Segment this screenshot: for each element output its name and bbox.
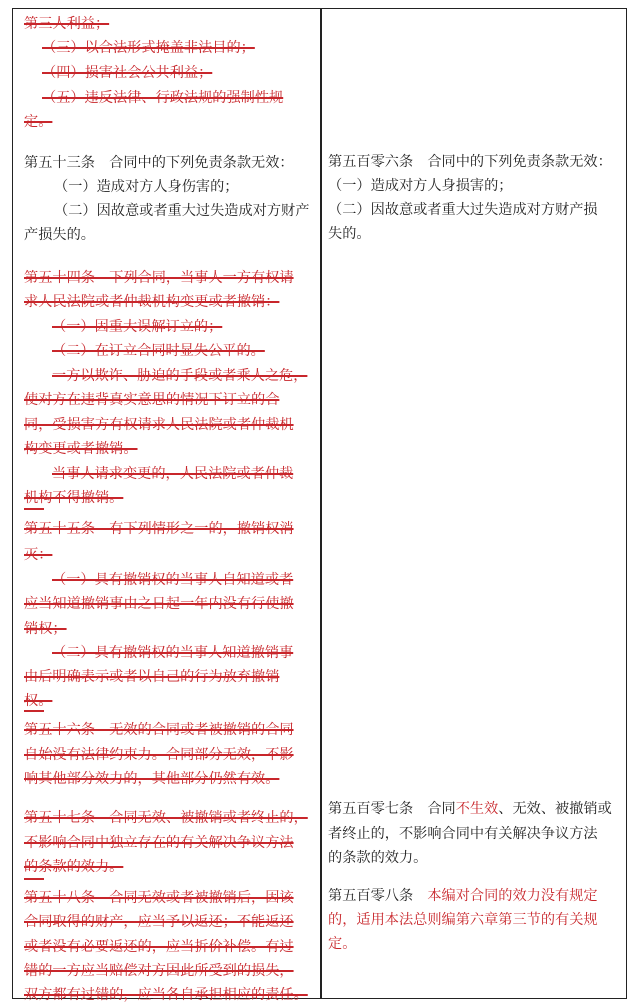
article-507-text: 第五百零七条 合同 (328, 801, 456, 817)
article-506-item: 失的。 (328, 226, 371, 242)
article-54-line: （一）因重大误解订立的； (52, 319, 223, 335)
article-506-item: （二）因故意或者重大过失造成对方财产损 (328, 202, 598, 218)
added-text: 本编对合同的效力没有规定 (427, 888, 598, 904)
article-508-line: 的，适用本法总则编第六章第三节的有关规 (328, 912, 598, 928)
article-53-title: 第五十三条 合同中的下列免责条款无效： (24, 155, 294, 171)
deletion-marker (24, 710, 44, 712)
article-55-line: 由后明确表示或者以自己的行为放弃撤销 (24, 669, 280, 685)
article-507-text: 、无效、被撤销或 (498, 801, 612, 817)
article-508-text: 第五百零八条 (328, 888, 428, 904)
article-58-line: 第五十八条 合同无效或者被撤销后，因该 (24, 890, 294, 906)
article-57-line: 不影响合同中独立存在的有关解决争议方法 (24, 835, 294, 851)
article-508-line (328, 884, 598, 908)
deletion-marker (24, 508, 44, 510)
deleted-line: 第三人利益； (24, 16, 110, 32)
article-56-line: 自始没有法律约束力。合同部分无效，不影 (24, 747, 294, 763)
article-54-line: 同，受损害方有权请求人民法院或者仲裁机 (24, 417, 294, 433)
article-54-line: 使对方在违背真实意思的情况下订立的合 (24, 392, 280, 408)
article-54-line: 当事人请求变更的，人民法院或者仲裁 (52, 466, 294, 482)
article-507-line: 的条款的效力。 (328, 850, 428, 866)
article-55-line: （一）具有撤销权的当事人自知道或者 (52, 572, 294, 588)
deleted-line: （五）违反法律、行政法规的强制性规 (42, 90, 284, 106)
article-58-line: 双方都有过错的，应当各自承担相应的责任。 (24, 987, 308, 1003)
article-54-line: 机构不得撤销。 (24, 490, 124, 506)
article-57-line: 的条款的效力。 (24, 859, 124, 875)
article-55-line: 灭： (24, 547, 53, 563)
deleted-line: 定。 (24, 114, 53, 130)
article-55-line: 销权； (24, 621, 67, 637)
article-56-line: 第五十六条 无效的合同或者被撤销的合同 (24, 722, 294, 738)
article-54-line: 一方以欺诈、胁迫的手段或者乘人之危， (52, 368, 308, 384)
column-divider (320, 9, 322, 998)
added-text: 不生效 (455, 801, 499, 817)
article-55-line: 第五十五条 有下列情形之一的，撤销权消 (24, 521, 294, 537)
article-56-line: 响其他部分效力的，其他部分仍然有效。 (24, 771, 280, 787)
article-55-line: （二）具有撤销权的当事人知道撤销事 (52, 645, 294, 661)
article-54-line: 构变更或者撤销。 (24, 441, 138, 457)
article-54-line: 求人民法院或者仲裁机构变更或者撤销： (24, 294, 280, 310)
article-53-item: 产损失的。 (24, 227, 95, 243)
article-53-item: （一）造成对方人身伤害的； (54, 179, 239, 195)
article-54-line: （二）在订立合同时显失公平的。 (52, 343, 265, 359)
article-55-line: 应当知道撤销事由之日起一年内没有行使撤 (24, 596, 294, 612)
article-506-title: 第五百零六条 合同中的下列免责条款无效： (328, 154, 612, 170)
article-506-item: （一）造成对方人身损害的； (328, 178, 513, 194)
deleted-line: （四）损害社会公共利益； (42, 65, 213, 81)
article-507-line: 者终止的，不影响合同中有关解决争议方法 (328, 826, 598, 842)
article-53-item: （二）因故意或者重大过失造成对方财产 (54, 203, 310, 219)
article-58-line: 合同取得的财产，应当予以返还；不能返还 (24, 914, 294, 930)
article-508-line: 定。 (328, 936, 357, 952)
article-55-line: 权。 (24, 693, 53, 709)
article-58-line: 或者没有必要返还的，应当折价补偿。有过 (24, 939, 294, 955)
article-507-line (328, 797, 612, 821)
article-57-line: 第五十七条 合同无效、被撤销或者终止的， (24, 810, 308, 826)
article-54-line: 第五十四条 下列合同，当事人一方有权请 (24, 270, 294, 286)
deletion-marker (24, 878, 44, 880)
deleted-line: （三）以合法形式掩盖非法目的； (42, 40, 255, 56)
article-58-line: 错的一方应当赔偿对方因此所受到的损失， (24, 963, 294, 979)
